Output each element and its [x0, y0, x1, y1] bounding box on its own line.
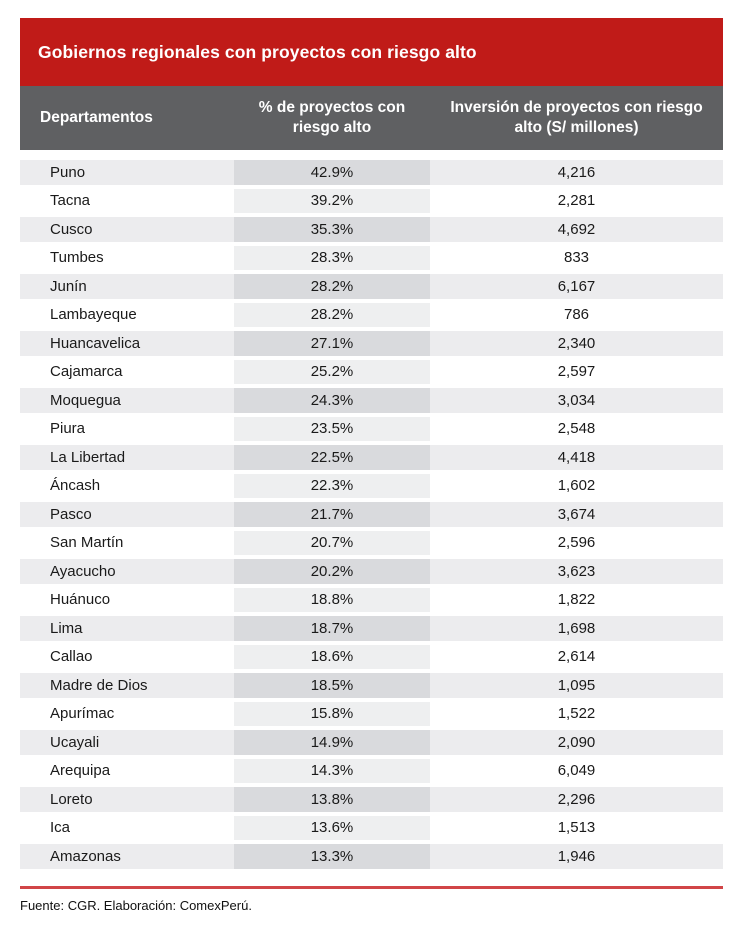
cell-inversion: 3,623	[430, 559, 723, 588]
cell-pct-riesgo: 18.5%	[234, 673, 430, 702]
table-row	[20, 730, 723, 759]
source-note: Fuente: CGR. Elaboración: ComexPerú.	[20, 897, 252, 913]
cell-inversion: 2,597	[430, 360, 723, 389]
table-row	[20, 360, 723, 389]
cell-inversion: 786	[430, 303, 723, 332]
cell-departamento: Apurímac	[20, 702, 234, 731]
cell-inversion: 3,034	[430, 388, 723, 417]
cell-departamento: Madre de Dios	[20, 673, 234, 702]
cell-inversion: 1,602	[430, 474, 723, 503]
cell-pct-riesgo: 28.2%	[234, 303, 430, 332]
cell-inversion: 1,095	[430, 673, 723, 702]
cell-pct-riesgo: 22.3%	[234, 474, 430, 503]
footer-divider-line	[20, 886, 723, 889]
table-row	[20, 303, 723, 332]
cell-departamento: Ucayali	[20, 730, 234, 759]
cell-pct-riesgo: 24.3%	[234, 388, 430, 417]
table-row	[20, 331, 723, 360]
cell-departamento: Piura	[20, 417, 234, 446]
cell-departamento: Junín	[20, 274, 234, 303]
cell-departamento: San Martín	[20, 531, 234, 560]
table-row	[20, 417, 723, 446]
cell-departamento: Tacna	[20, 189, 234, 218]
cell-pct-riesgo: 28.3%	[234, 246, 430, 275]
cell-inversion: 2,614	[430, 645, 723, 674]
cell-departamento: Huancavelica	[20, 331, 234, 360]
table-row	[20, 816, 723, 845]
cell-departamento: La Libertad	[20, 445, 234, 474]
cell-inversion: 2,340	[430, 331, 723, 360]
cell-pct-riesgo: 13.6%	[234, 816, 430, 845]
table-row	[20, 787, 723, 816]
table-row	[20, 673, 723, 702]
table-row	[20, 844, 723, 873]
cell-departamento: Áncash	[20, 474, 234, 503]
table-row	[20, 759, 723, 788]
cell-departamento: Arequipa	[20, 759, 234, 788]
column-header-inversion: Inversión de proyectos con riesgo alto (S/ millones)	[450, 98, 703, 136]
cell-pct-riesgo: 13.3%	[234, 844, 430, 873]
table-row	[20, 445, 723, 474]
table-row	[20, 645, 723, 674]
cell-pct-riesgo: 18.6%	[234, 645, 430, 674]
cell-departamento: Amazonas	[20, 844, 234, 873]
cell-inversion: 2,296	[430, 787, 723, 816]
table-row	[20, 217, 723, 246]
cell-inversion: 6,049	[430, 759, 723, 788]
cell-departamento: Lambayeque	[20, 303, 234, 332]
cell-pct-riesgo: 23.5%	[234, 417, 430, 446]
cell-departamento: Loreto	[20, 787, 234, 816]
table-row	[20, 246, 723, 275]
cell-inversion: 1,522	[430, 702, 723, 731]
cell-pct-riesgo: 22.5%	[234, 445, 430, 474]
table-row	[20, 160, 723, 189]
cell-inversion: 1,513	[430, 816, 723, 845]
cell-inversion: 4,692	[430, 217, 723, 246]
cell-pct-riesgo: 15.8%	[234, 702, 430, 731]
cell-departamento: Cusco	[20, 217, 234, 246]
cell-pct-riesgo: 14.9%	[234, 730, 430, 759]
table-row	[20, 559, 723, 588]
cell-pct-riesgo: 18.7%	[234, 616, 430, 645]
cell-inversion: 4,418	[430, 445, 723, 474]
cell-pct-riesgo: 27.1%	[234, 331, 430, 360]
cell-inversion: 2,281	[430, 189, 723, 218]
cell-pct-riesgo: 35.3%	[234, 217, 430, 246]
cell-departamento: Callao	[20, 645, 234, 674]
cell-inversion: 1,946	[430, 844, 723, 873]
cell-pct-riesgo: 18.8%	[234, 588, 430, 617]
cell-pct-riesgo: 39.2%	[234, 189, 430, 218]
cell-pct-riesgo: 20.2%	[234, 559, 430, 588]
cell-pct-riesgo: 25.2%	[234, 360, 430, 389]
cell-pct-riesgo: 42.9%	[234, 160, 430, 189]
table-title-banner	[20, 18, 723, 86]
cell-inversion: 2,090	[430, 730, 723, 759]
cell-inversion: 833	[430, 246, 723, 275]
column-header-pct-riesgo: % de proyectos con riesgo alto	[258, 98, 406, 136]
cell-inversion: 1,822	[430, 588, 723, 617]
cell-departamento: Puno	[20, 160, 234, 189]
cell-pct-riesgo: 14.3%	[234, 759, 430, 788]
table-row	[20, 702, 723, 731]
table-row	[20, 616, 723, 645]
cell-inversion: 1,698	[430, 616, 723, 645]
table-title: Gobiernos regionales con proyectos con riesgo alto	[38, 41, 477, 62]
table-row	[20, 502, 723, 531]
table-row	[20, 274, 723, 303]
table-body	[20, 160, 723, 873]
cell-departamento: Ayacucho	[20, 559, 234, 588]
table-row	[20, 588, 723, 617]
cell-departamento: Huánuco	[20, 588, 234, 617]
cell-inversion: 3,674	[430, 502, 723, 531]
cell-departamento: Ica	[20, 816, 234, 845]
cell-inversion: 4,216	[430, 160, 723, 189]
cell-departamento: Lima	[20, 616, 234, 645]
table-row	[20, 474, 723, 503]
cell-inversion: 6,167	[430, 274, 723, 303]
table-header-row	[20, 86, 723, 150]
table-row	[20, 388, 723, 417]
table-row	[20, 531, 723, 560]
cell-departamento: Moquegua	[20, 388, 234, 417]
cell-inversion: 2,596	[430, 531, 723, 560]
table-row	[20, 189, 723, 218]
cell-inversion: 2,548	[430, 417, 723, 446]
cell-pct-riesgo: 20.7%	[234, 531, 430, 560]
column-header-departamentos: Departamentos	[40, 108, 153, 126]
cell-departamento: Tumbes	[20, 246, 234, 275]
cell-pct-riesgo: 28.2%	[234, 274, 430, 303]
cell-pct-riesgo: 21.7%	[234, 502, 430, 531]
cell-departamento: Cajamarca	[20, 360, 234, 389]
cell-pct-riesgo: 13.8%	[234, 787, 430, 816]
report-table	[20, 18, 723, 913]
cell-departamento: Pasco	[20, 502, 234, 531]
